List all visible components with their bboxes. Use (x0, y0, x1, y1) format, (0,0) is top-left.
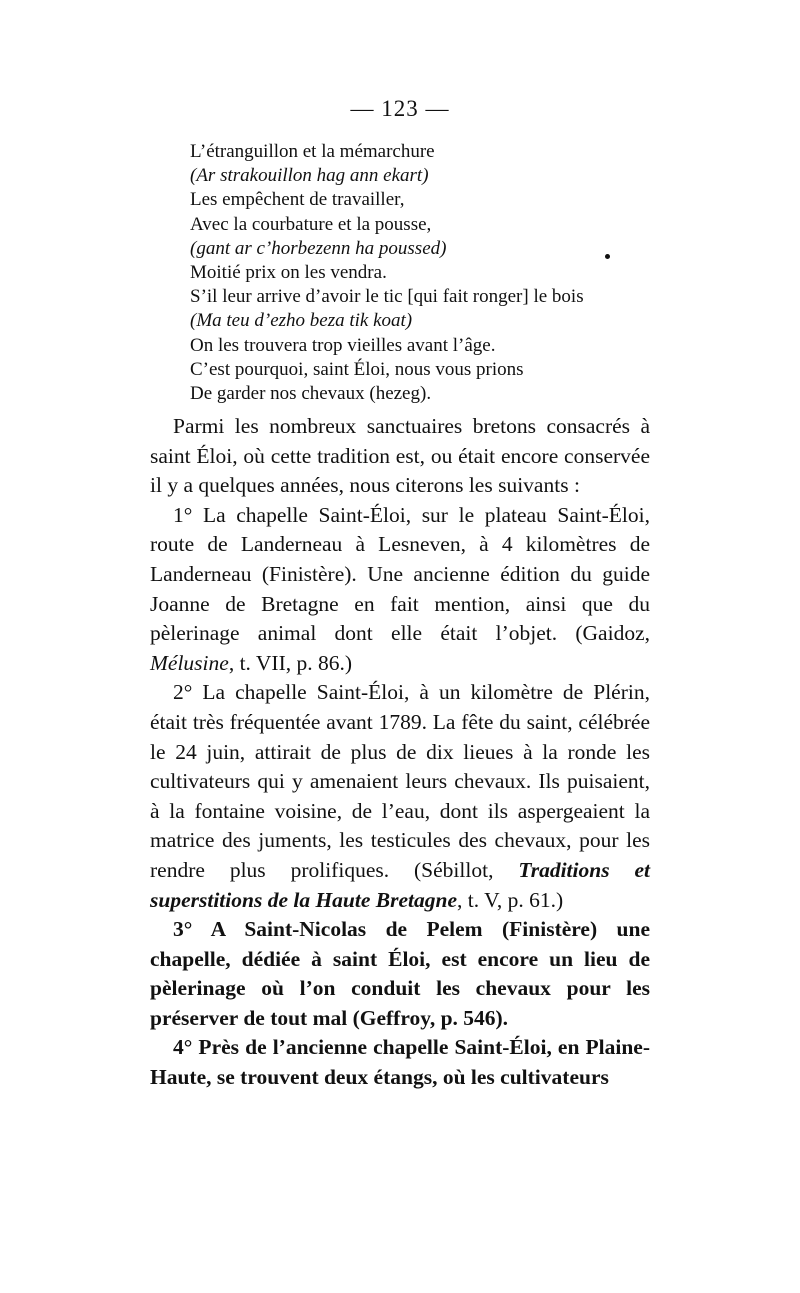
verse-line: (Ma teu d’ezho beza tik koat) (190, 310, 413, 332)
ink-dot (605, 254, 610, 259)
verse-line: L’étranguillon et la mémarchure (190, 141, 435, 162)
verse-line: Moitié prix on les vendra. (190, 262, 387, 284)
prose-body (150, 412, 650, 1093)
sanctuary-1-citation: , t. VII, p. 86.) (228, 650, 353, 675)
sanctuary-1-reference: Mélusine (150, 650, 229, 675)
sanctuary-1-text: 1° La chapelle Saint-Éloi, sur le plateau Saint-Éloi, route de Landerneau à Lesneven, à 4 kilomètres de Landerneau (Finistère). Une ancienne édition du guide Joanne de Bretagne en fait mention, ainsi que du pèlerinage animal dont elle était l’objet. (Gaidoz, (150, 502, 650, 646)
verse-line: De garder nos chevaux (hezeg). (190, 383, 432, 405)
verse-line: Avec la courbature et la pousse, (190, 213, 432, 235)
sanctuary-4-paragraph: 4° Près de l’ancienne chapelle Saint-Éloi, en Plaine-Haute, se trouvent deux étangs, où les cultivateurs (150, 1035, 650, 1090)
verse-line: C’est pourquoi, saint Éloi, nous vous prions (190, 358, 524, 380)
sanctuary-3-paragraph: 3° A Saint-Nicolas de Pelem (Finistère) une chapelle, dédiée à saint Éloi, est encore un lieu de pèlerinage où l’on conduit les chevaux pour les préserver de tout mal (Geffroy, p. 546). (150, 917, 650, 1030)
sanctuary-2-reference: Traditions et superstitions de la Haute Bretagne (150, 857, 651, 912)
sanctuary-2-paragraph (150, 678, 650, 915)
verse-block (190, 140, 660, 406)
verse-line: (Ar strakouillon hag ann ekart) (190, 165, 429, 187)
intro-paragraph: Parmi les nombreux sanctuaires bretons consacrés à saint Éloi, où cette tradition est, ou était encore conservée il y a quelques années, nous citerons les suivants : (150, 414, 650, 498)
sanctuary-2-citation: , t. V, p. 61.) (457, 887, 564, 912)
bold-section (150, 915, 650, 1093)
sanctuary-1-paragraph (150, 501, 650, 679)
sanctuary-2-text: 2° La chapelle Saint-Éloi, à un kilomètre de Plérin, était très fréquentée avant 1789. La fête du saint, célébrée le 24 juin, attirait de plus de dix lieues à la ronde les cultivateurs qui y amenaient leurs chevaux. Ils puisaient, à la fontaine voisine, de l’eau, dont ils aspergeaient la matrice des juments, les testicules des chevaux, pour les rendre plus prolifiques. (Sébillot, (150, 680, 650, 882)
verse-line: S’il leur arrive d’avoir le tic [qui fait ronger] le bois (190, 286, 584, 308)
verse-line: On les trouvera trop vieilles avant l’âge. (190, 334, 496, 356)
page-number: — 123 — (350, 96, 450, 121)
verse-line: Les empêchent de travailler, (190, 189, 405, 211)
verse-line: (gant ar c’horbezenn ha poussed) (190, 237, 447, 259)
